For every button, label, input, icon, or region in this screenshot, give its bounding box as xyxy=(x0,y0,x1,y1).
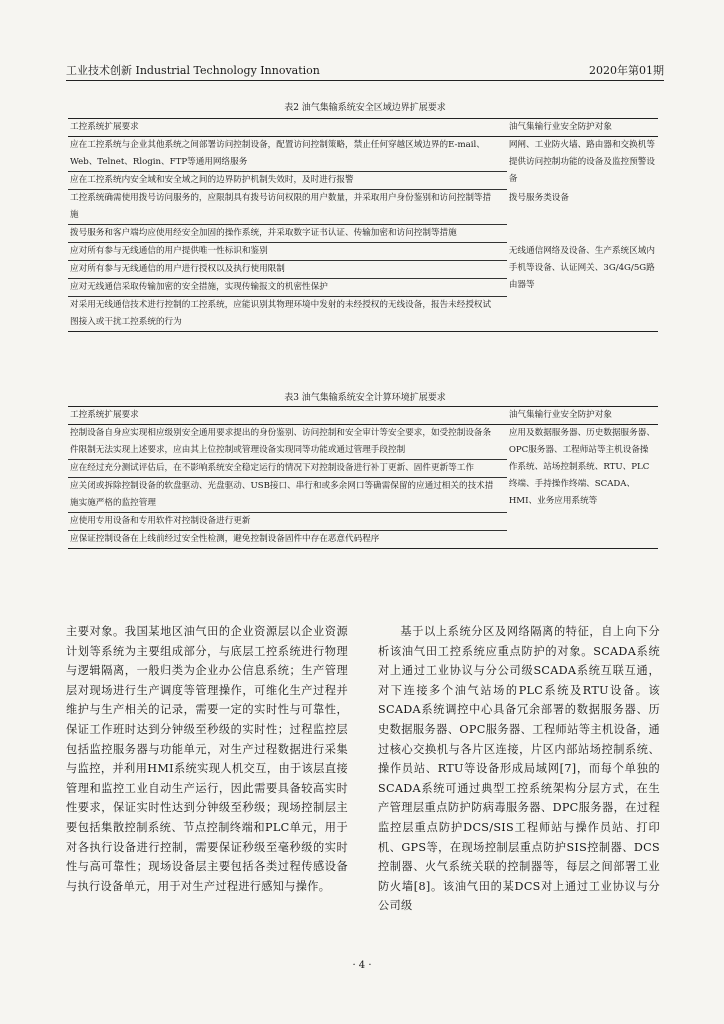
table-row: 应在经过充分测试评估后，在不影响系统安全稳定运行的情况下对控制设备进行补丁更新、固件更新等工作 xyxy=(68,460,507,478)
protection-object: 应用及数据服务器、历史数据服务器、OPC服务器、工程师站等主机设备操作系统、站场控制系统、RTU、PLC终端、手持操作终端、SCADA、HMI、业务应用系统等 xyxy=(507,425,658,549)
issue-label: 2020年第01期 xyxy=(589,64,664,77)
protection-object: 无线通信网络及设备、生产系统区域内手机等设备、认证网关、3G/4G/5G路由器等 xyxy=(507,243,658,332)
table-row: 应在工控系统内安全域和安全域之间的边界防护机制失效时，及时进行报警 xyxy=(68,172,507,190)
running-header xyxy=(66,62,664,80)
journal-name: 工业技术创新 Industrial Technology Innovation xyxy=(66,64,320,77)
table-row: 拨号服务和客户端均应使用经安全加固的操作系统，并采取数字证书认证、传输加密和访问控制等措施 xyxy=(68,225,507,243)
page-number: · 4 · xyxy=(352,960,372,971)
table2 xyxy=(68,118,658,332)
body-paragraph: 主要对象。我国某地区油气田的企业资源层以企业资源计划等系统为主要组成部分，与底层工控系统进行物理与逻辑隔离，一般归类为企业办公信息系统；生产管理层对现场进行生产调度等管理操作，可维化生产过程并维护与生产相关的记录，需要一定的实时性与可靠性，保证工作班时达到分钟级至秒级的实时性；过程监控层包括监控服务器与功能单元，对生产过程数据进行采集与监控，并利用HMI系统实现人机交互，由于该层直接管理和监控工业自动生产运行，因此需要具备较高实时性要求，保证实时性达到分钟级至秒级；现场控制层主要包括集散控制系统、节点控制终端和PLC单元，用于对各执行设备进行控制，需要保证秒级至毫秒级的实时性与高可靠性；现场设备层主要包括各类过程传感设备与执行设备单元，用于对生产过程进行感知与操作。 xyxy=(66,625,348,893)
table3 xyxy=(68,406,658,549)
header-rule xyxy=(66,80,664,81)
table-row: 应关闭或拆除控制设备的软盘驱动、光盘驱动、USB接口、串行和或多余网口等确需保留的应通过相关的技术措施实施严格的监控管理 xyxy=(68,478,507,513)
table-row: 应保证控制设备在上线前经过安全性检测，避免控制设备固件中存在恶意代码程序 xyxy=(68,531,507,549)
table-row: 应在工控系统与企业其他系统之间部署访问控制设备，配置访问控制策略，禁止任何穿越区域边界的E-mail、Web、Telnet、Rlogin、FTP等通用网络服务 xyxy=(68,137,507,172)
protection-object: 拨号服务类设备 xyxy=(508,192,569,203)
table3-col1-header: 工控系统扩展要求 xyxy=(68,407,507,425)
table2-col2-header: 油气集输行业安全防护对象 xyxy=(507,119,658,137)
table3-col2-header: 油气集输行业安全防护对象 xyxy=(507,407,658,425)
table-row: 工控系统确需使用拨号访问服务的，应限制具有拨号访问权限的用户数量，并采取用户身份鉴别和访问控制等措施 xyxy=(68,190,507,225)
table-row: 应使用专用设备和专用软件对控制设备进行更新 xyxy=(68,513,507,531)
protection-object: 网闸、工业防火墙、路由器和交换机等提供访问控制功能的设备及监控预警设备 xyxy=(508,140,655,184)
table2-caption: 表2 油气集输系统安全区域边界扩展要求 xyxy=(284,103,446,113)
body-paragraph: 基于以上系统分区及网络隔离的特征，自上向下分析该油气田工控系统应重点防护的对象。SCADA系统对上通过工业协议与分公司级SCADA系统互联互通，对下连接多个油气站场的PLC系统及RTU设备。该SCADA系统调控中心具备冗余部署的数据服务器、历史数据服务器、OPC服务器、工程师站等主机设备，通过核心交换机与各片区连接，片区内部站场控制系统、操作员站、RTU等设备形成局域网[7]，而每个单独的SCADA系统可通过典型工控系统架构分层方式，在生产管理层重点防护防病毒服务器、DPC服务器，在过程监控层重点防护DCS/SIS工程师站与操作员站、打印机、GPS等，在现场控制层重点防护SIS控制器、DCS控制器、火气系统关联的控制器等，每层之间部署工业防火墙[8]。该油气田的某DCS对上通过工业协议与分公司级 xyxy=(378,625,660,913)
table2-col1-header: 工控系统扩展要求 xyxy=(68,119,507,137)
table-row: 控制设备自身应实现相应级别安全通用要求提出的身份鉴别、访问控制和安全审计等安全要求，如受控制设备条件限制无法实现上述要求，应由其上位控制或管理设备实现同等功能或通过管理手段控制 xyxy=(68,425,507,460)
body-right-column xyxy=(378,622,660,916)
body-left-column xyxy=(66,622,348,896)
table-row: 应对所有参与无线通信的用户进行授权以及执行使用限制 xyxy=(68,261,507,279)
table-row: 应对所有参与无线通信的用户提供唯一性标识和鉴别 xyxy=(68,243,507,261)
table3-caption: 表3 油气集输系统安全计算环境扩展要求 xyxy=(284,393,446,403)
table-row: 对采用无线通信技术进行控制的工控系统，应能识别其物理环境中发射的未经授权的无线设备，报告未经授权试图接入或干扰工控系统的行为 xyxy=(68,297,507,332)
table-row: 应对无线通信采取传输加密的安全措施，实现传输报文的机密性保护 xyxy=(68,279,507,297)
